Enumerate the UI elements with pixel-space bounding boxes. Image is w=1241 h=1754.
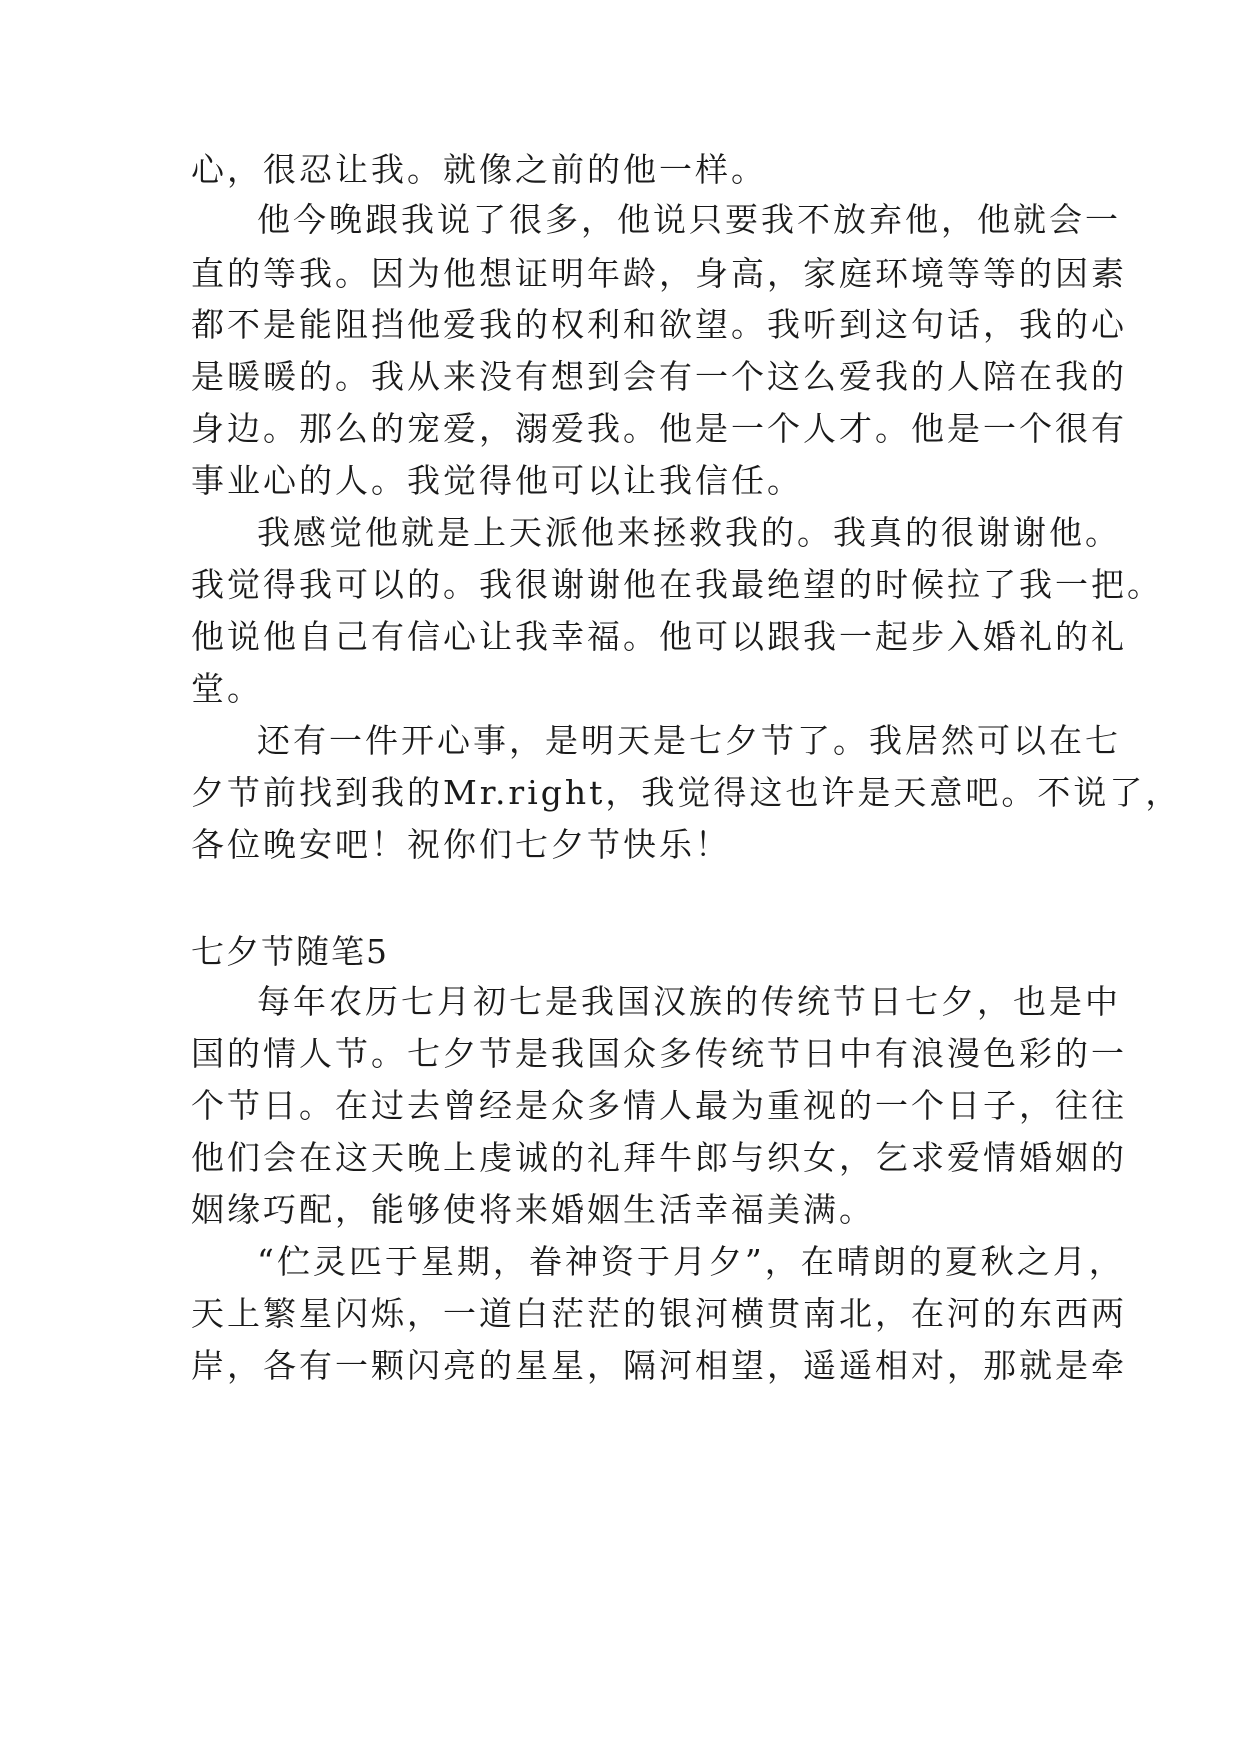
paragraph-3-line-1: 还有一件开心事，是明天是七夕节了。我居然可以在七 (257, 721, 1121, 760)
paragraph-5-line-1: “伫灵匹于星期，眷神资于月夕”，在晴朗的夏秋之月， (257, 1242, 1125, 1281)
paragraph-1-line-1: 他今晚跟我说了很多，他说只要我不放弃他，他就会一 (257, 200, 1121, 239)
paragraph-2-line-4: 堂。 (191, 669, 263, 708)
paragraph-4-line-1: 每年农历七月初七是我国汉族的传统节日七夕，也是中 (257, 982, 1121, 1021)
paragraph-5-line-2: 天上繁星闪烁，一道白茫茫的银河横贯南北，在河的东西两 (191, 1294, 1127, 1333)
continuation-line-1: 心，很忍让我。就像之前的他一样。 (191, 150, 767, 189)
section-heading: 七夕节随笔5 (191, 932, 389, 971)
paragraph-2-line-1: 我感觉他就是上天派他来拯救我的。我真的很谢谢他。 (257, 513, 1121, 552)
paragraph-5-line-3: 岸，各有一颗闪亮的星星，隔河相望，遥遥相对，那就是牵 (191, 1346, 1127, 1385)
paragraph-4-line-2: 国的情人节。七夕节是我国众多传统节日中有浪漫色彩的一 (191, 1034, 1127, 1073)
paragraph-3-line-2: 夕节前找到我的Mr.right，我觉得这也许是天意吧。不说了， (191, 773, 1182, 812)
paragraph-1-line-3: 都不是能阻挡他爱我的权利和欲望。我听到这句话，我的心 (191, 305, 1127, 344)
paragraph-3-line-3: 各位晚安吧！祝你们七夕节快乐！ (191, 825, 731, 864)
paragraph-1-line-6: 事业心的人。我觉得他可以让我信任。 (191, 461, 803, 500)
paragraph-2-line-2: 我觉得我可以的。我很谢谢他在我最绝望的时候拉了我一把。 (191, 565, 1163, 604)
paragraph-1-line-5: 身边。那么的宠爱，溺爱我。他是一个人才。他是一个很有 (191, 409, 1127, 448)
paragraph-1-line-4: 是暖暖的。我从来没有想到会有一个这么爱我的人陪在我的 (191, 357, 1127, 396)
paragraph-2-line-3: 他说他自己有信心让我幸福。他可以跟我一起步入婚礼的礼 (191, 617, 1127, 656)
paragraph-4-line-5: 姻缘巧配，能够使将来婚姻生活幸福美满。 (191, 1190, 875, 1229)
paragraph-4-line-3: 个节日。在过去曾经是众多情人最为重视的一个日子，往往 (191, 1086, 1127, 1125)
paragraph-4-line-4: 他们会在这天晚上虔诚的礼拜牛郎与织女，乞求爱情婚姻的 (191, 1138, 1127, 1177)
paragraph-1-line-2: 直的等我。因为他想证明年龄，身高，家庭环境等等的因素 (191, 254, 1127, 293)
